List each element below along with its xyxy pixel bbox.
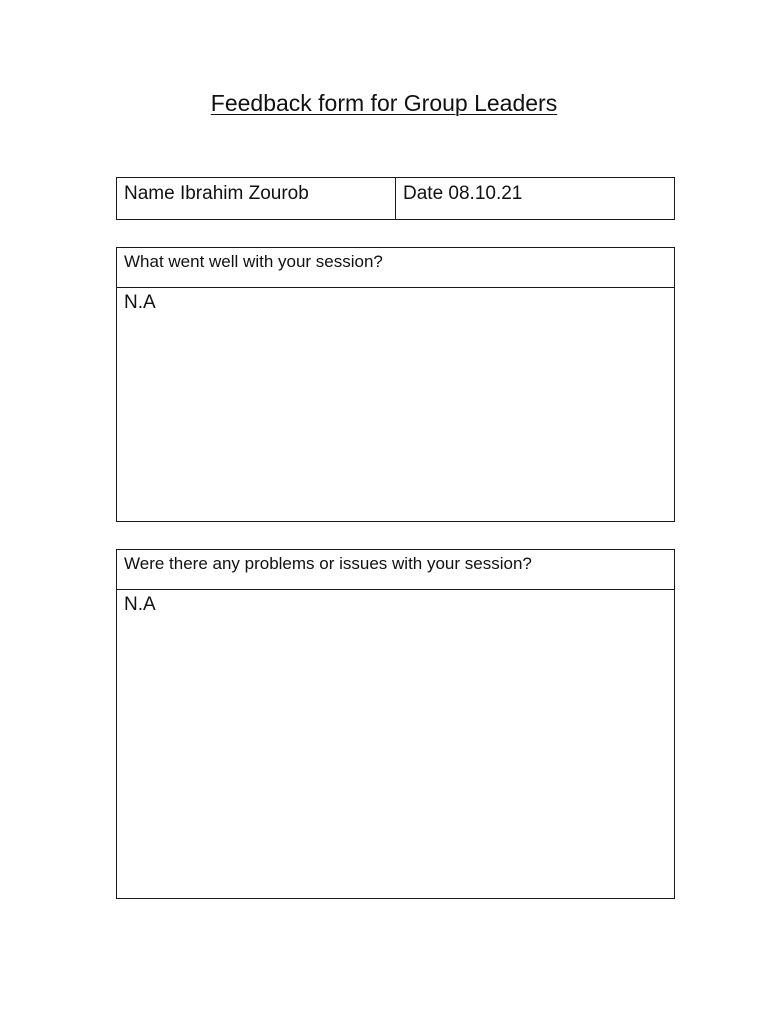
question-box-went-well xyxy=(116,247,675,522)
date-field: Date 08.10.21 xyxy=(403,183,523,204)
question-answer: N.A xyxy=(124,292,156,313)
question-box-problems xyxy=(116,549,675,899)
question-answer: N.A xyxy=(124,594,156,615)
form-title: Feedback form for Group Leaders xyxy=(210,90,558,116)
name-date-table xyxy=(116,177,675,220)
name-field: Name Ibrahim Zourob xyxy=(117,178,396,219)
question-prompt: Were there any problems or issues with your session? xyxy=(117,550,674,590)
question-prompt: What went well with your session? xyxy=(117,248,674,288)
